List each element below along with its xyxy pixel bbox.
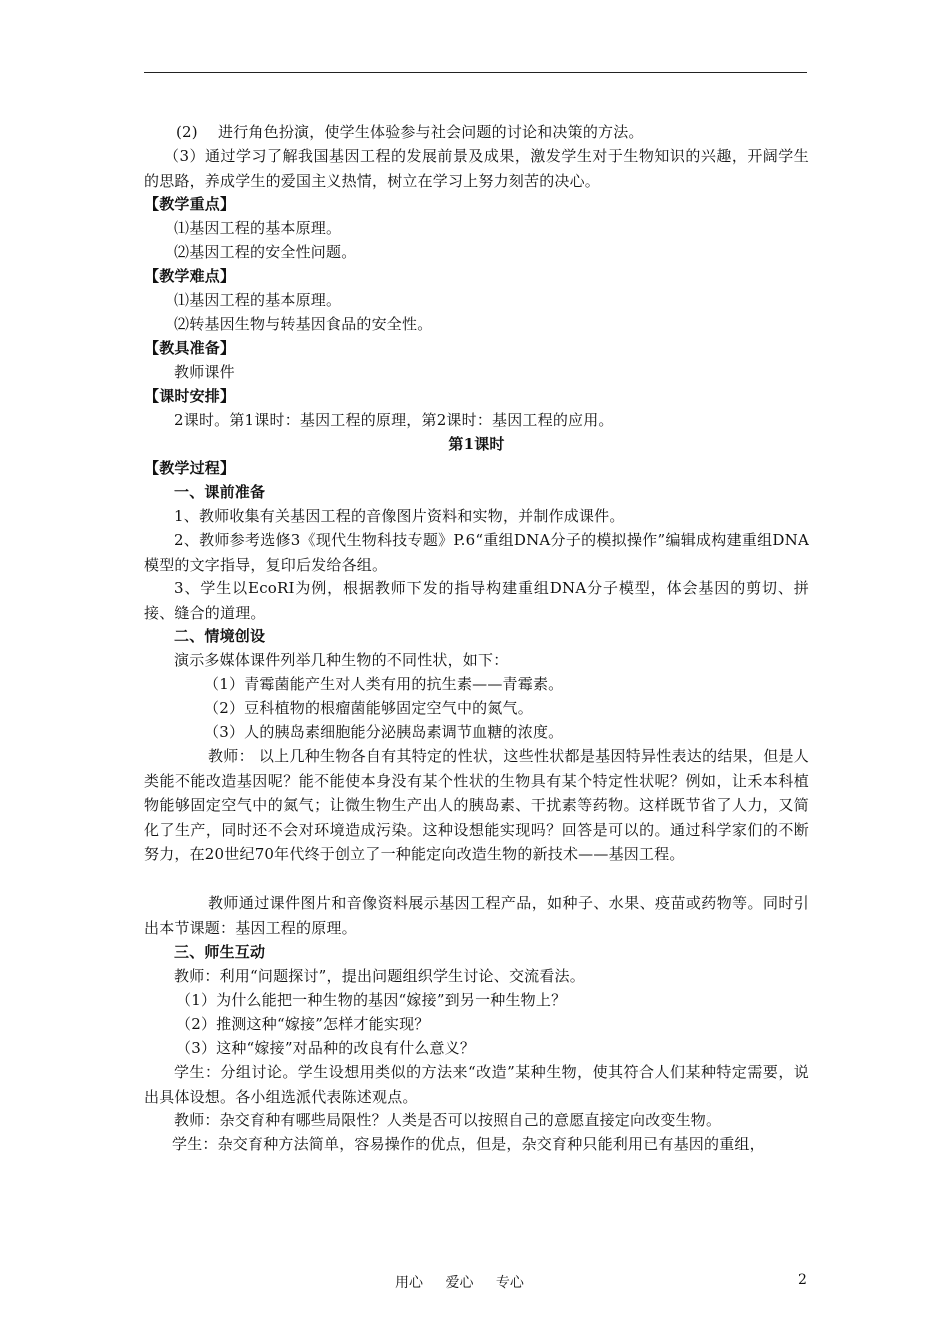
section-heading-schedule: 【课时安排】 bbox=[144, 387, 236, 405]
section-heading-difficulties: 【教学难点】 bbox=[144, 267, 236, 285]
schedule-text: 2课时。第1课时：基因工程的原理，第2课时：基因工程的应用。 bbox=[174, 411, 614, 429]
section-heading-materials: 【教具准备】 bbox=[144, 339, 236, 357]
teacher-paragraph: 教师： 以上几种生物各自有其特定的性状，这些性状都是基因特异性表达的结果，但是人类能不能改造基因呢？能不能使本身没有某个性状的生物具有某个特定性状呢？例如，让禾本科植物能够固定空气中的氮气；让微生物生产出人的胰岛素、干扰素等药物。这样既节省了人力，又简化了生产，同时还不会对环境造成污染。这种设想能实现吗？回答是可以的。通过科学家们的不断努力，在20世纪70年代终于创立了一种能定向改造生物的新技术——基因工程。 bbox=[144, 747, 809, 863]
student-discussion: 学生：分组讨论。学生设想用类似的方法来“改造”某种生物，使其符合人们某种特定需要，说出具体设想。各小组选派代表陈述观点。 bbox=[144, 1063, 809, 1106]
subheading-scenario: 二、情境创设 bbox=[174, 627, 266, 645]
materials-text: 教师课件 bbox=[174, 363, 235, 381]
preparation-3: 3、学生以EcoRI为例，根据教师下发的指导构建重组DNA分子模型，体会基因的剪切、拼接、缝合的道理。 bbox=[144, 579, 809, 622]
header-rule bbox=[144, 72, 807, 73]
scenario-item-1: （1）青霉菌能产生对人类有用的抗生素——青霉素。 bbox=[204, 675, 564, 693]
student-answer: 学生：杂交育种方法简单，容易操作的优点，但是，杂交育种只能利用已有基因的重组， bbox=[172, 1135, 765, 1153]
key-point-2: ⑵基因工程的安全性问题。 bbox=[174, 243, 357, 261]
preparation-1: 1、教师收集有关基因工程的音像图片资料和实物，并制作成课件。 bbox=[174, 507, 625, 525]
motto-word-3: 专心 bbox=[495, 1275, 524, 1291]
scenario-intro: 演示多媒体课件列举几种生物的不同性状，如下： bbox=[174, 651, 509, 669]
subheading-interaction: 三、师生互动 bbox=[174, 943, 266, 961]
difficulty-2: ⑵转基因生物与转基因食品的安全性。 bbox=[174, 315, 433, 333]
document-body bbox=[144, 120, 809, 1156]
page-number: 2 bbox=[798, 1272, 807, 1288]
lesson-title: 第1课时 bbox=[448, 435, 505, 453]
question-3: （3）这种“嫁接”对品种的改良有什么意义？ bbox=[176, 1039, 476, 1057]
scenario-item-3: （3）人的胰岛素细胞能分泌胰岛素调节血糖的浓度。 bbox=[204, 723, 564, 741]
motto-word-1: 用心 bbox=[395, 1275, 423, 1291]
subheading-preparation: 一、课前准备 bbox=[174, 483, 266, 501]
motto-word-2: 爱心 bbox=[445, 1275, 474, 1291]
teacher-question: 教师：杂交育种有哪些局限性？人类是否可以按照自己的意愿直接定向改变生物。 bbox=[174, 1111, 722, 1129]
objective-2: (2) 进行角色扮演，使学生体验参与社会问题的讨论和决策的方法。 bbox=[176, 123, 644, 141]
question-1: （1）为什么能把一种生物的基因“嫁接”到另一种生物上？ bbox=[176, 991, 567, 1009]
footer-motto bbox=[395, 1272, 542, 1292]
question-2: （2）推测这种“嫁接”怎样才能实现？ bbox=[176, 1015, 430, 1033]
scenario-item-2: （2）豆科植物的根瘤菌能够固定空气中的氮气。 bbox=[204, 699, 533, 717]
key-point-1: ⑴基因工程的基本原理。 bbox=[174, 219, 342, 237]
objective-3: （3）通过学习了解我国基因工程的发展前景及成果，激发学生对于生物知识的兴趣，开阔学生的思路，养成学生的爱国主义热情，树立在学习上努力刻苦的决心。 bbox=[144, 147, 809, 190]
difficulty-1: ⑴基因工程的基本原理。 bbox=[174, 291, 342, 309]
teacher-demo-paragraph: 教师通过课件图片和音像资料展示基因工程产品，如种子、水果、疫苗或药物等。同时引出本节课题：基因工程的原理。 bbox=[144, 894, 809, 937]
interaction-teacher: 教师：利用“问题探讨”，提出问题组织学生讨论、交流看法。 bbox=[174, 967, 585, 985]
section-heading-key-points: 【教学重点】 bbox=[144, 195, 236, 213]
section-heading-process: 【教学过程】 bbox=[144, 459, 236, 477]
preparation-2: 2、教师参考选修3《现代生物科技专题》P.6“重组DNA分子的模拟操作”编辑成构建重组DNA模型的文字指导，复印后发给各组。 bbox=[144, 531, 809, 574]
